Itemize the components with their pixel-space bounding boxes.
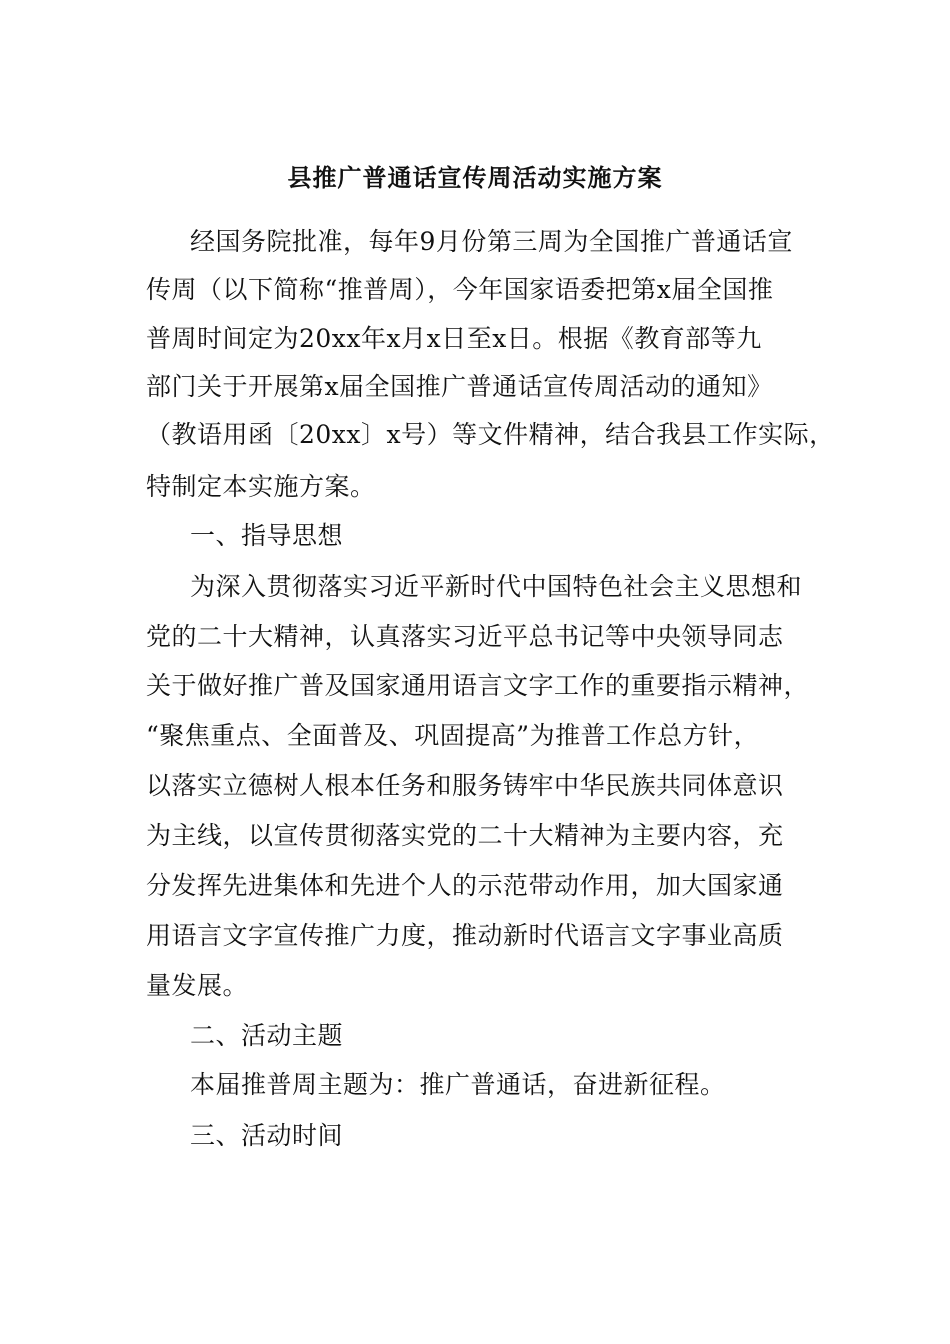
paragraph-line: 分发挥先进集体和先进个人的示范带动作用，加大国家通 [146, 871, 784, 900]
paragraph-line: 传周（以下简称“推普周），今年国家语委把第x届全国推 [146, 275, 774, 304]
paragraph-line: 特制定本实施方案。 [146, 472, 376, 501]
paragraph-line: 以落实立德树人根本任务和服务铸牢中华民族共同体意识 [146, 771, 784, 800]
paragraph-line: “聚焦重点、全面普及、巩固提高”为推普工作总方针， [146, 721, 760, 750]
paragraph-line: 关于做好推广普及国家通用语言文字工作的重要指示精神， [146, 671, 810, 700]
paragraph-line: 本届推普周主题为：推广普通话，奋进新征程。 [190, 1070, 726, 1099]
paragraph-line: 党的二十大精神，认真落实习近平总书记等中央领导同志 [146, 622, 784, 651]
paragraph-line: 经国务院批准，每年9月份第三周为全国推广普通话宣 [190, 227, 793, 256]
section-heading: 二、活动主题 [190, 1021, 344, 1050]
section-heading: 一、指导思想 [190, 521, 344, 550]
paragraph-line: 为主线，以宣传贯彻落实党的二十大精神为主要内容，充 [146, 821, 784, 850]
paragraph-line: 为深入贯彻落实习近平新时代中国特色社会主义思想和 [190, 572, 803, 601]
paragraph-line: （教语用函〔20xx〕x号）等文件精神，结合我县工作实际， [146, 420, 835, 449]
paragraph-line: 普周时间定为20xx年x月x日至x日。根据《教育部等九 [146, 324, 762, 353]
paragraph-line: 部门关于开展第x届全国推广普通话宣传周活动的通知》 [146, 372, 773, 401]
paragraph-line: 量发展。 [146, 971, 249, 1000]
document-title: 县推广普通话宣传周活动实施方案 [287, 163, 663, 192]
section-heading: 三、活动时间 [190, 1121, 344, 1150]
paragraph-line: 用语言文字宣传推广力度，推动新时代语言文字事业高质 [146, 921, 784, 950]
